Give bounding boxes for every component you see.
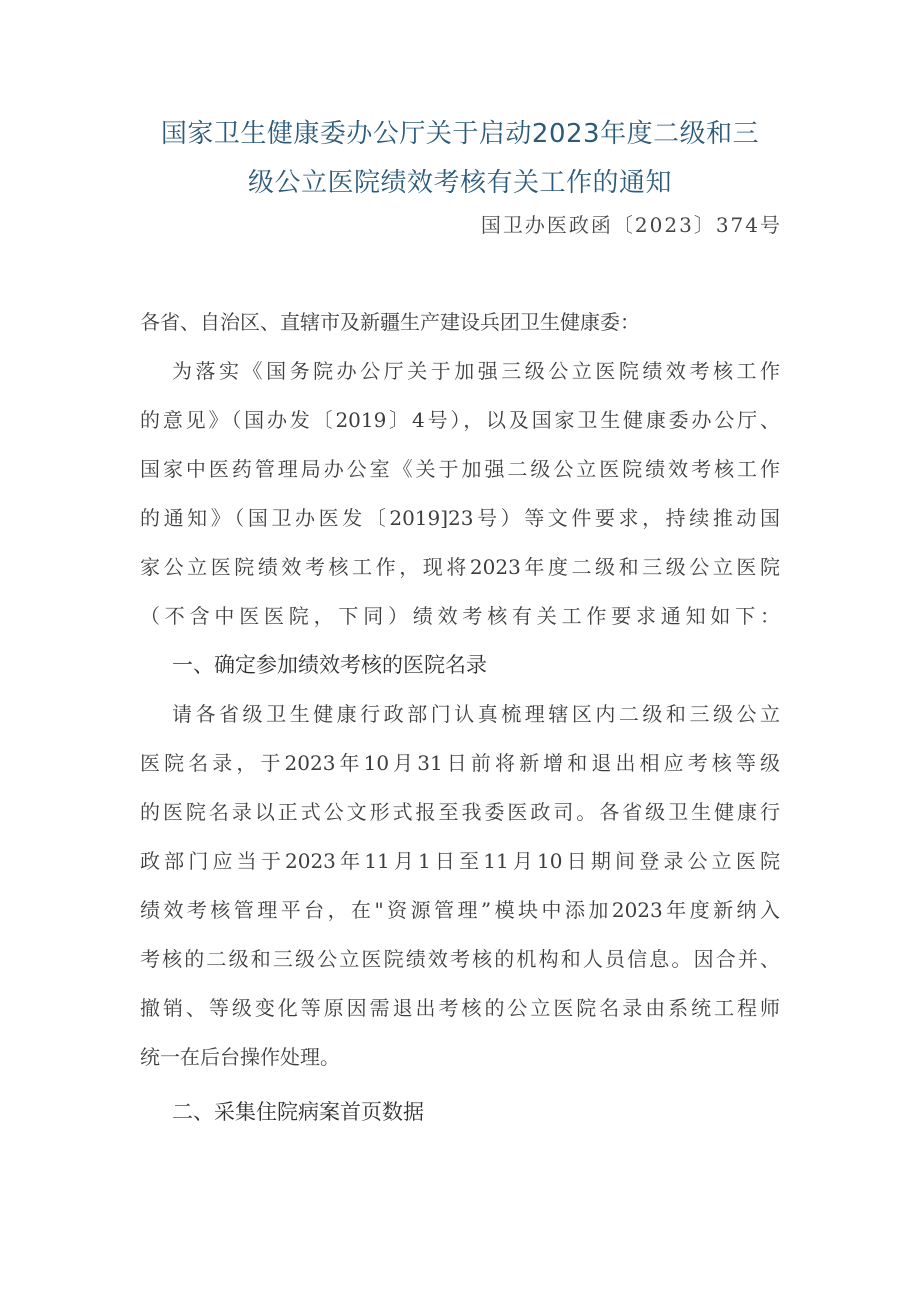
- intro-line: 家公立医院绩效考核工作，现将2023年度二级和三级公立医院: [140, 555, 780, 579]
- section1-line: 政部门应当于2023年11月1日至11月10日期间登录公立医院: [140, 849, 780, 873]
- document-title-line-1: 国家卫生健康委办公厅关于启动2023年度二级和三: [160, 119, 760, 149]
- section-heading-2: 二、采集住院病案首页数据: [172, 1100, 424, 1124]
- document-title-line-2: 级公立医院绩效考核有关工作的通知: [247, 168, 672, 198]
- intro-line: （不含中医医院，下同）绩效考核有关工作要求通知如下：: [140, 604, 780, 628]
- section1-line: 统一在后台操作处理。: [140, 1045, 340, 1069]
- intro-line: 国家中医药管理局办公室《关于加强二级公立医院绩效考核工作: [140, 457, 780, 481]
- document-number: 国卫办医政函〔2023〕374号: [480, 213, 782, 237]
- section-heading-1: 一、确定参加绩效考核的医院名录: [172, 653, 487, 677]
- intro-line: 的通知》（国卫办医发〔2019]23号）等文件要求，持续推动国: [140, 506, 780, 530]
- section1-line: 绩效考核管理平台，在"资源管理”模块中添加2023年度新纳入: [140, 898, 780, 922]
- intro-line: 为落实《国务院办公厅关于加强三级公立医院绩效考核工作: [172, 359, 780, 383]
- salutation: 各省、自治区、直辖市及新疆生产建设兵团卫生健康委：: [140, 310, 640, 334]
- section1-line: 撤销、等级变化等原因需退出考核的公立医院名录由系统工程师: [140, 996, 780, 1020]
- section1-line: 请各省级卫生健康行政部门认真梳理辖区内二级和三级公立: [172, 702, 780, 726]
- section1-line: 考核的二级和三级公立医院绩效考核的机构和人员信息。因合并、: [140, 947, 780, 971]
- section1-line: 的医院名录以正式公文形式报至我委医政司。各省级卫生健康行: [140, 800, 780, 824]
- intro-line: 的意见》（国办发〔2019〕4号），以及国家卫生健康委办公厅、: [140, 408, 780, 432]
- section1-line: 医院名录，于2023年10月31日前将新增和退出相应考核等级: [140, 751, 780, 775]
